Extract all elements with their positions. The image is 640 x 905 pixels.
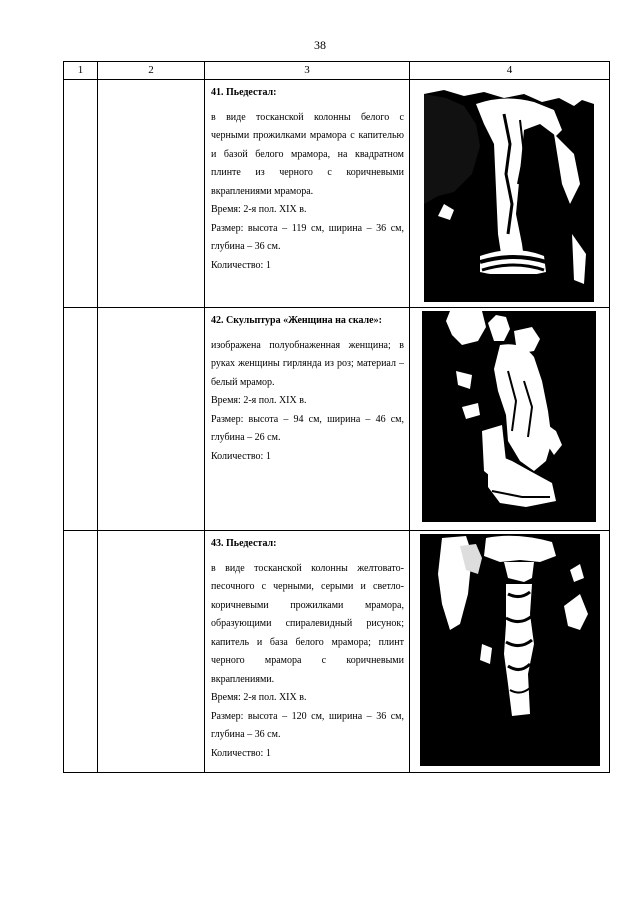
table-row xyxy=(64,80,610,308)
item-time: Время: 2-я пол. XIX в. xyxy=(211,692,307,703)
item-quantity: Количество: 1 xyxy=(211,747,271,759)
cell-col1 xyxy=(64,531,98,773)
pedestal-photo xyxy=(424,84,594,302)
item-description: изображена полуобнаженная женщина; в руках женщины гирлянда из роз; материал – белый мрамор. xyxy=(211,339,404,388)
cell-col1 xyxy=(64,80,98,308)
table-row xyxy=(64,531,610,773)
column-header-4: 4 xyxy=(410,62,610,80)
table-header-row xyxy=(64,62,610,80)
cell-col2 xyxy=(98,531,205,773)
sculpture-photo xyxy=(422,311,596,522)
item-photo-cell xyxy=(410,531,610,773)
cell-col2 xyxy=(98,308,205,531)
item-description-cell xyxy=(205,80,410,308)
item-description: в виде тосканской колонны белого с черными прожилками мрамора с капителью и базой белого мрамора, на квадратном плинте из черного с коричневыми вкраплениями мрамора. xyxy=(211,111,404,197)
item-photo-cell xyxy=(410,80,610,308)
item-time: Время: 2-я пол. XIX в. xyxy=(211,395,307,406)
item-quantity: Количество: 1 xyxy=(211,450,271,462)
page-number: 38 xyxy=(314,38,326,52)
cell-col1 xyxy=(64,308,98,531)
table-row xyxy=(64,308,610,531)
item-size: Размер: высота – 120 см, ширина – 36 см, глубина – 36 см. xyxy=(211,710,404,740)
item-description-cell xyxy=(205,308,410,531)
item-size: Размер: высота – 94 см, ширина – 46 см, глубина – 26 см. xyxy=(211,413,404,443)
item-title: 43. Пьедестал: xyxy=(211,538,277,549)
item-description-cell xyxy=(205,531,410,773)
item-description: в виде тосканской колонны желтовато-песочного с черными, серыми и светло-коричневыми прожилками мрамора, образующими спиралевидный рисунок; капитель и база белого мрамора; плинт черного мрамора с коричневыми вкраплениями. xyxy=(211,562,404,685)
column-header-1: 1 xyxy=(64,62,98,80)
column-header-2: 2 xyxy=(98,62,205,80)
item-quantity: Количество: 1 xyxy=(211,259,271,271)
item-photo-cell xyxy=(410,308,610,531)
item-time: Время: 2-я пол. XIX в. xyxy=(211,204,307,215)
pedestal-photo xyxy=(420,534,600,766)
column-header-3: 3 xyxy=(205,62,410,80)
item-size: Размер: высота – 119 см, ширина – 36 см, глубина – 36 см. xyxy=(211,222,404,252)
cell-col2 xyxy=(98,80,205,308)
item-title: 41. Пьедестал: xyxy=(211,87,277,98)
item-title: 42. Скульптура «Женщина на скале»: xyxy=(211,315,382,326)
inventory-table xyxy=(63,61,610,773)
